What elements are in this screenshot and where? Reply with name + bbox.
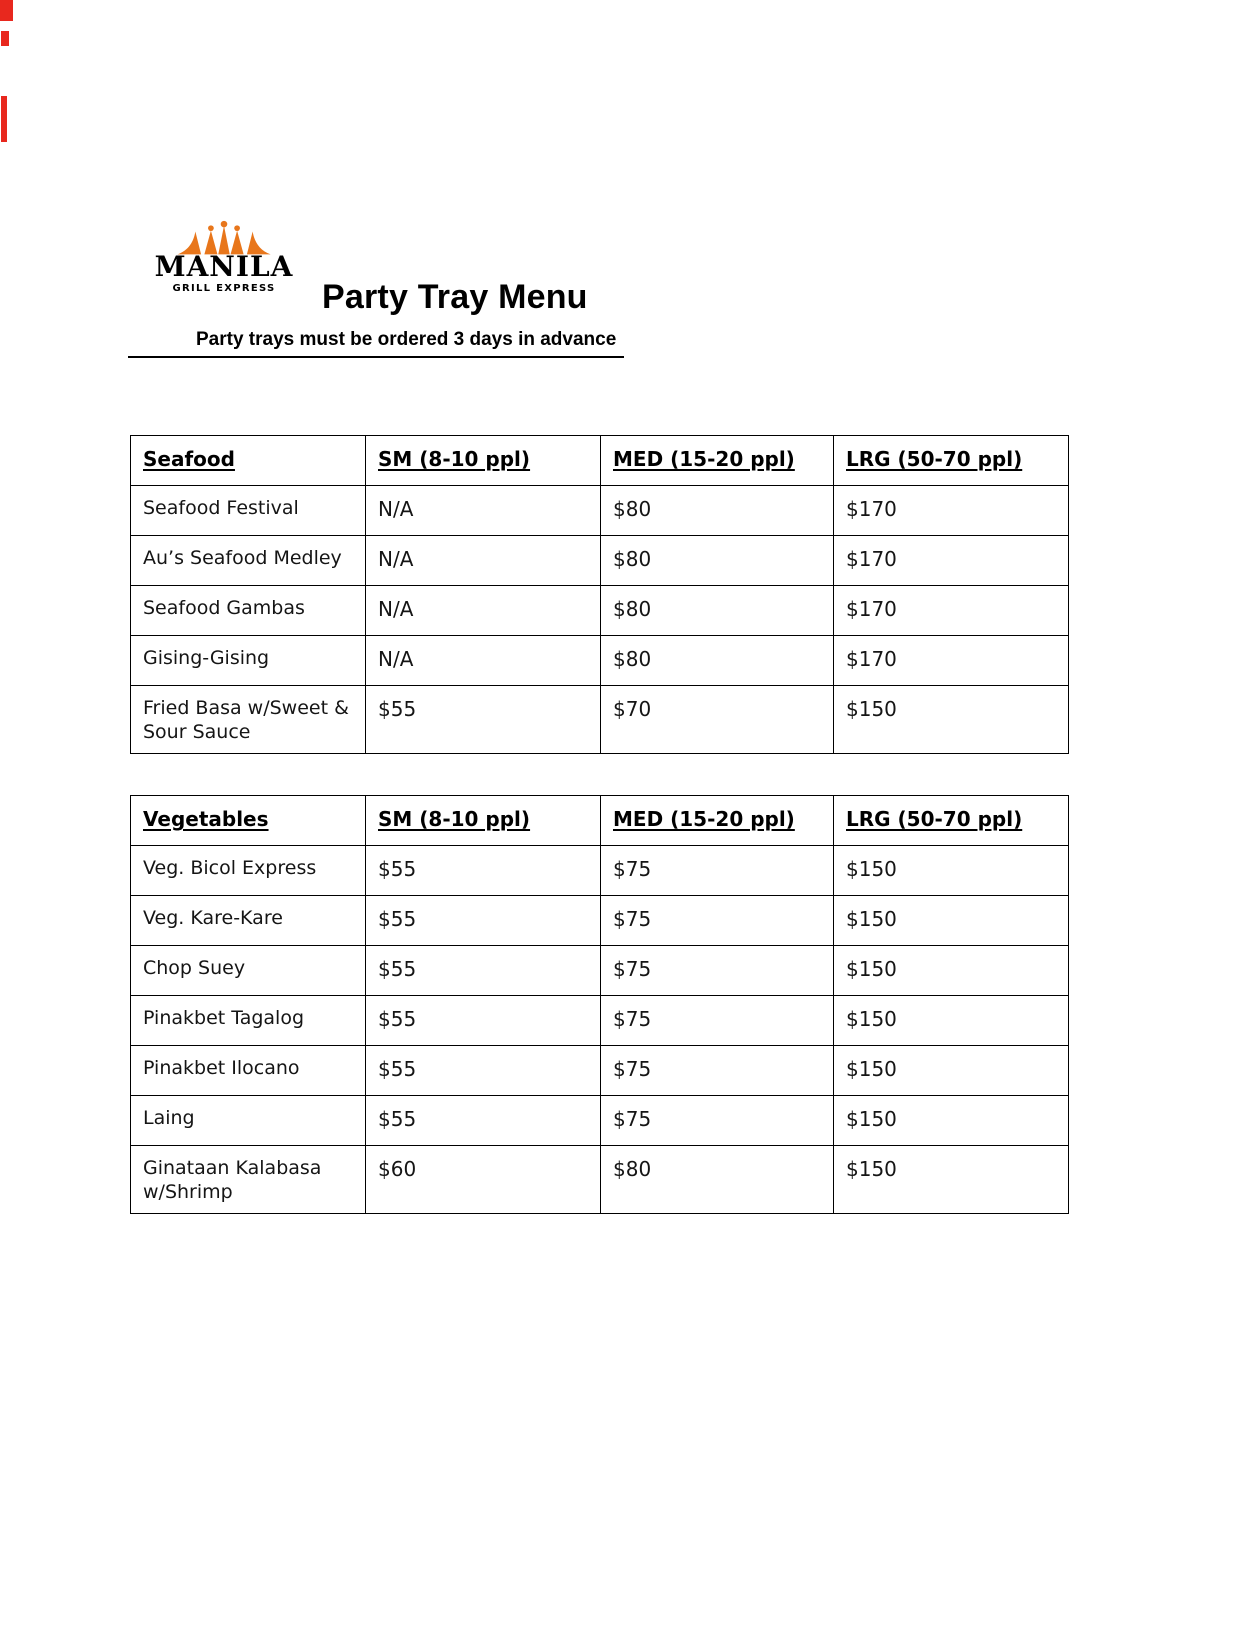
price-med: $80 bbox=[601, 486, 834, 536]
header-row bbox=[131, 436, 1069, 486]
seafood-table bbox=[130, 435, 1069, 754]
menu-item-name: Pinakbet Tagalog bbox=[131, 996, 366, 1046]
menu-item-name: Fried Basa w/Sweet & Sour Sauce bbox=[131, 686, 366, 754]
header-row bbox=[131, 796, 1069, 846]
price-sm: N/A bbox=[366, 536, 601, 586]
price-sm: $55 bbox=[366, 946, 601, 996]
price-lrg: $150 bbox=[834, 896, 1069, 946]
table-row bbox=[131, 846, 1069, 896]
red-edge-mark bbox=[1, 96, 7, 142]
price-lrg: $150 bbox=[834, 686, 1069, 754]
price-sm: $55 bbox=[366, 1046, 601, 1096]
table-row bbox=[131, 1096, 1069, 1146]
column-header-medium: MED (15-20 ppl) bbox=[601, 436, 834, 486]
price-med: $70 bbox=[601, 686, 834, 754]
menu-item-name: Chop Suey bbox=[131, 946, 366, 996]
table-row bbox=[131, 686, 1069, 754]
price-sm: $60 bbox=[366, 1146, 601, 1214]
menu-item-name: Veg. Bicol Express bbox=[131, 846, 366, 896]
table-row bbox=[131, 636, 1069, 686]
price-med: $75 bbox=[601, 1096, 834, 1146]
table-row bbox=[131, 536, 1069, 586]
column-header-large: LRG (50-70 ppl) bbox=[834, 436, 1069, 486]
price-med: $75 bbox=[601, 846, 834, 896]
price-med: $75 bbox=[601, 1046, 834, 1096]
column-header-category: Seafood bbox=[131, 436, 366, 486]
column-header-medium: MED (15-20 ppl) bbox=[601, 796, 834, 846]
red-edge-mark bbox=[1, 31, 9, 46]
price-lrg: $150 bbox=[834, 1146, 1069, 1214]
price-lrg: $170 bbox=[834, 486, 1069, 536]
price-lrg: $170 bbox=[834, 636, 1069, 686]
table-row bbox=[131, 486, 1069, 536]
column-header-small: SM (8-10 ppl) bbox=[366, 436, 601, 486]
price-sm: N/A bbox=[366, 586, 601, 636]
column-header-category: Vegetables bbox=[131, 796, 366, 846]
table-row bbox=[131, 1146, 1069, 1214]
price-lrg: $150 bbox=[834, 1096, 1069, 1146]
price-lrg: $170 bbox=[834, 536, 1069, 586]
page-title: Party Tray Menu bbox=[322, 278, 588, 316]
price-lrg: $150 bbox=[834, 946, 1069, 996]
price-lrg: $170 bbox=[834, 586, 1069, 636]
menu-item-name: Seafood Festival bbox=[131, 486, 366, 536]
price-med: $80 bbox=[601, 586, 834, 636]
table-row bbox=[131, 586, 1069, 636]
menu-item-name: Seafood Gambas bbox=[131, 586, 366, 636]
column-header-small: SM (8-10 ppl) bbox=[366, 796, 601, 846]
price-sm: $55 bbox=[366, 896, 601, 946]
advance-order-notice: Party trays must be ordered 3 days in advance bbox=[128, 329, 624, 358]
vegetables-table bbox=[130, 795, 1069, 1214]
menu-item-name: Veg. Kare-Kare bbox=[131, 896, 366, 946]
price-med: $80 bbox=[601, 536, 834, 586]
price-lrg: $150 bbox=[834, 1046, 1069, 1096]
price-lrg: $150 bbox=[834, 996, 1069, 1046]
menu-item-name: Pinakbet Ilocano bbox=[131, 1046, 366, 1096]
price-sm: $55 bbox=[366, 996, 601, 1046]
price-sm: $55 bbox=[366, 686, 601, 754]
price-sm: N/A bbox=[366, 486, 601, 536]
price-med: $80 bbox=[601, 636, 834, 686]
price-med: $80 bbox=[601, 1146, 834, 1214]
price-med: $75 bbox=[601, 946, 834, 996]
menu-item-name: Ginataan Kalabasa w/Shrimp bbox=[131, 1146, 366, 1214]
price-sm: $55 bbox=[366, 1096, 601, 1146]
price-sm: $55 bbox=[366, 846, 601, 896]
manila-grill-logo bbox=[148, 220, 300, 294]
menu-item-name: Au’s Seafood Medley bbox=[131, 536, 366, 586]
logo-wordmark: MANILA bbox=[154, 250, 294, 283]
price-lrg: $150 bbox=[834, 846, 1069, 896]
menu-item-name: Gising-Gising bbox=[131, 636, 366, 686]
logo-subtitle: GRILL EXPRESS bbox=[172, 283, 276, 294]
red-edge-mark bbox=[0, 0, 13, 21]
table-row bbox=[131, 1046, 1069, 1096]
price-med: $75 bbox=[601, 896, 834, 946]
menu-item-name: Laing bbox=[131, 1096, 366, 1146]
column-header-large: LRG (50-70 ppl) bbox=[834, 796, 1069, 846]
table-row bbox=[131, 996, 1069, 1046]
price-sm: N/A bbox=[366, 636, 601, 686]
table-row bbox=[131, 896, 1069, 946]
price-med: $75 bbox=[601, 996, 834, 1046]
table-row bbox=[131, 946, 1069, 996]
